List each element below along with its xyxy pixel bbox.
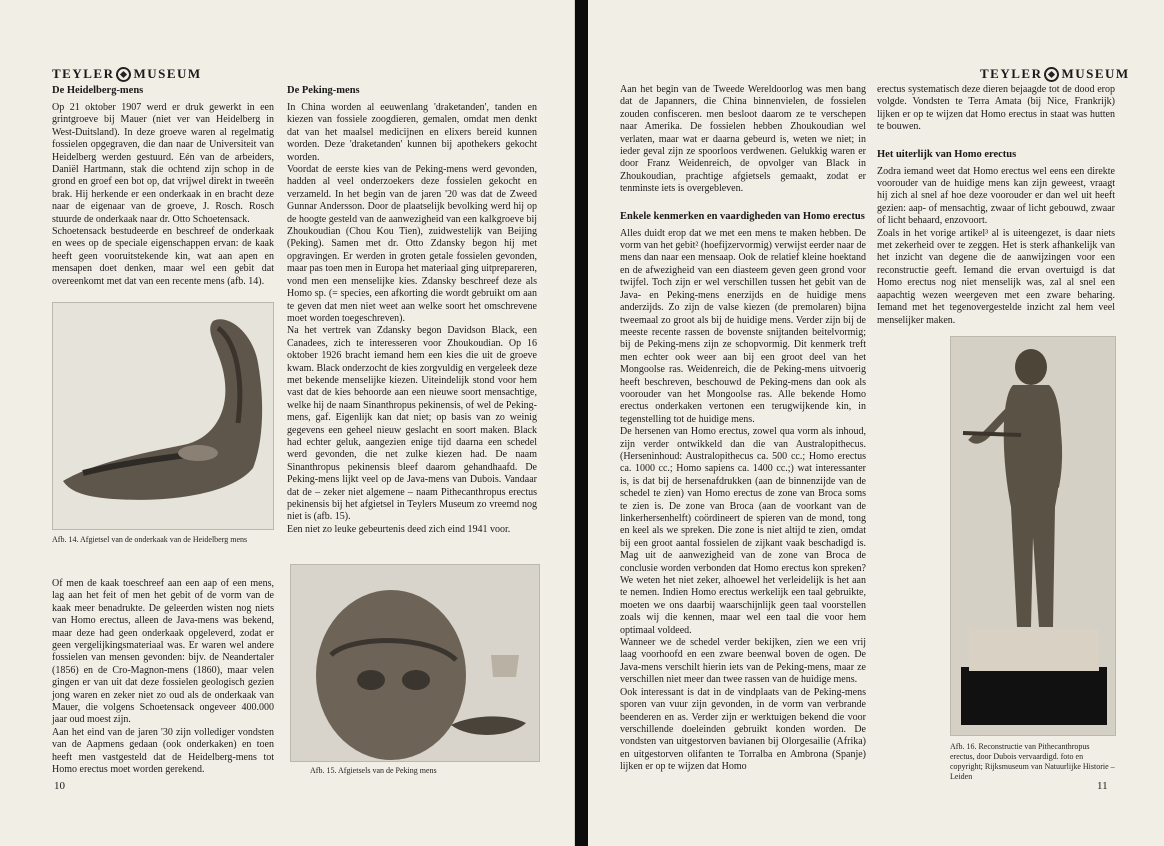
skull-photo [290,564,540,762]
jaw-photo [52,302,274,530]
paragraph: Aan het begin van de Tweede Wereldoorlog was men bang dat de Japanners, die China binnenvielen, de fossielen zouden confisceren. men besloot daarom ze te verschepen naar Amerika. De fossielen hebben Zhoukoudian wel verlaten, maar wat er daarna gebeurd is, weten we niet; in ieder geval zijn ze spoorloos verdwenen. Gelukkig waren er door Franz Weidenreich, de opvolger van Black in Zhoukoudian, prachtige afgietsels gemaakt, zodat er tenminste iets is overgebleven. [620,84,866,195]
figure-caption: Afb. 16. Reconstructie van Pithecanthropus erectus, door Dubois vervaardigd. foto en copyright; Rijksmuseum van Natuurlijke Historie – Leiden [950,742,1115,781]
museum-seal-icon [116,67,131,82]
column-characteristics [620,84,866,774]
statue-photo [950,336,1116,736]
teylers-museum-logo: TEYLER MUSEUM [980,66,1130,81]
page-number: 11 [1097,780,1108,792]
paragraph: Aan het eind van de jaren '30 zijn vollediger vondsten van de Aapmens gedaan (ook onderkaken) en toen heeft men vastgesteld dat de Heidelberg-mens tot Homo erectus moet worden gerekend. [52,726,274,776]
figure-caption: Afb. 14. Afgietsel van de onderkaak van de Heidelberg mens [52,535,248,544]
paragraph: erectus systematisch deze dieren bejaagde tot de dood erop volgde. Vondsten te Terra Amata (bij Nice, Frankrijk) lijken er op te wijzen dat Homo erectus in staat was hutten te bouwen. [877,84,1115,133]
paragraph: Alles duidt erop dat we met een mens te maken hebben. De vorm van het gebit² (hoefijzervormig) verwijst eerder naar de mens dan naar een mensaap. Ook de relatief kleine hoektand en de afwezigheid van een diasteem geven geen grond voor twijfel. Toch zijn er wel verschillen tussen het gebit van de Java- en Peking-mens enerzijds en de huidige mens anderzijds. Zo zijn de valse kiezen (de premolaren) bijna tweemaal zo groot als bij de huidige mens. Verder zijn bij de meeste recente rassen de bovenste snijtanden beitelvormig; bij de Peking-mens zijn ze schopvormig. Dit kenmerk treft men echter ook weer aan bij een groot deel van het Mongoolse ras. Weidenreich, die de Peking-mens uitvoerig heeft beschreven, beschouwd de Peking-mens dan ook als voorouder van het Mongoolse ras. Alle bekende Homo erectus onderkaken vertonen een terugwijkende kin, in tegenstelling tot de huidige mens. [620,227,866,425]
figure-15 [290,564,540,780]
paragraph: In China worden al eeuwenlang 'draketanden', tanden en kiezen van fossiele zoogdieren, gemalen, omdat men denkt dat van het maalsel medicijnen en elixers bereid kunnen worden. Deze 'draketanden' kunnen bij apothekers gekocht worden. [287,102,537,163]
figure-caption: Afb. 15. Afgietsels van de Peking mens [310,766,437,775]
page-number: 10 [54,780,65,792]
right-page [588,0,1164,846]
paragraph: De hersenen van Homo erectus, zowel qua vorm als inhoud, zijn verder ontwikkeld dan die van Australopithecus. (Herseninhoud: Australopithecus ca. 500 cc.; Homo erectus ca. 1000 cc.; Homo sapiens ca. 1400 cc.;) wat interessanter is, is dat bij de hersenafdrukken (aan de binnenzijde van de schedel te zien) van Homo erectus de zone van Broca soms te zien is. De zone van Broca (aan de voorkant van de linkerhersenhelft) coördineert de spieren van de mond, tong en keel als we spreken. Die zone is niet altijd te zien, omdat bij een groot aantal fossielen de zijkant vaak beschadigd is. Mag uit de aanwezigheid van de zone van Broca de conclusie worden verbonden dat Homo erectus kon spreken? We weten het niet zeker, alhoewel het verleidelijk is het aan te nemen. Indien Homo erectus werkelijk een taal gebruikte, moeten we ons daarbij waarschijnlijk geen taal voorstellen zoals wij die kennen, maar wel een taal die voor hem optimaal voldeed. [620,426,866,636]
section-heading: De Heidelberg-mens [52,85,144,96]
paragraph: Op 21 oktober 1907 werd er druk gewerkt in een grintgroeve bij Mauer (niet ver van Heidelberg in West-Duitsland). In deze groeve waren al regelmatig fossielen opgegraven, die dan naar de Universiteit van Heidelberg werden gestuurd. Eén van de arbeiders, Daniël Hartmann, stak die ochtend zijn schop in de grond en groef een bot op, dat vrijwel direkt in tweeën brak. Hij herkende er een onderkaak in en bracht deze naar de eigenaar van de groeve, J. Rosch. Rosch stuurde de onderkaak naar dr. Otto Schoetensack. [52,102,274,225]
teylers-museum-logo: TEYLER MUSEUM [52,66,202,81]
left-page [0,0,575,846]
paragraph: Voordat de eerste kies van de Peking-mens werd gevonden, hadden al veel onderzoekers deze fossielen gekocht en verzameld. In het begin van de jaren '20 was dat de Zweed Gunnar Andersson. Door de plaatselijk bevolking werd hij op de hoogte gesteld van de aanwezigheid van een kalkgroeve bij Zhoukoudian (Chou Kou Tien), zuidwestelijk van Beijing (Peking). Samen met dr. Otto Zdansky begon hij met opgravingen. Er werden in groten getale fossielen gevonden, maar pas toen men in Europa het materiaal ging uitprepareren, vond men een menselijke kies. Zdansky beschreef deze als Homo sp. (= species, een afkorting die wordt gebruikt om aan te geven dat men niet weet aan welke soort het omschrevene moet worden toegeschreven). [287,164,537,324]
column-peking [287,84,537,536]
paragraph: Na het vertrek van Zdansky begon Davidson Black, een Canadees, zich te interesseren voor Zhoukoudian. Op 16 oktober 1926 bracht iemand hem een kies die uit de groeve kwam. Black onderzocht de kies zorgvuldig en vergeleek deze met bekende menselijke kiezen. Uiteindelijk stond voor hem vast dat de kies behoorde aan een nieuwe soort mensachtige, welke hij de naam Sinanthropus pekinensis, of wel de Peking-mens, gaf. Eigenlijk kan dat niet; op basis van zo weinig gegevens een geheel nieuw geslacht en soort maken. Black had echter geluk, aangezien enige tijd daarna een schedel werd gevonden, die net zulke kiezen had. De naam Sinanthropus pekinensis bleef daarom gehandhaafd. De Peking-mens lijkt veel op de Java-mens van Dubois. Vandaar dat de – zeker niet algemene – naam Pithecanthropus erectus pekinensis bij het afgietsel in Teylers Museum zo vreemd nog niet is (afb. 15). [287,325,537,523]
column-heidelberg [52,84,274,288]
jaw-image [53,303,273,529]
museum-seal-icon [1044,67,1059,82]
column-appearance [877,84,1115,327]
paragraph: Zoals in het vorige artikel³ al is uiteengezet, is daar niets met zekerheid over te zeggen. Het is sterk afhankelijk van het inzicht van degene die de aanwijzingen voor een reconstructie geeft. Iemand die ervan overtuigd is dat Homo erectus nog niet menselijk was, zal al snel een aapachtig wezen weergeven met een zware beharing. Iemand met het tegenovergestelde inzicht zal hem veel menselijker maken. [877,227,1115,326]
figure-14 [52,302,274,542]
paragraph: Ook interessant is dat in de vindplaats van de Peking-mens sporen van vuur zijn gevonden, in de vorm van verbrande beenderen en as. Verder zijn er werktuigen bekend die voor verschillende doeleinden gebruikt konden worden. De vondsten van uitgestorven bavianen bij Olorgesailie (Afrika) en uitgestorven olifanten te Torralba en Ambrona (Spanje) lijken er op te wijzen dat Homo [620,686,866,773]
paragraph: Zodra iemand weet dat Homo erectus wel eens een direkte voorouder van de huidige mens kan zijn geweest, vraagt hij zich al snel af hoe deze voorouder er dan wel uit heeft gezien: aap- of mensachtig, zwaar of licht gebouwd, zwaar of licht behaard, enzovoort. [877,165,1115,227]
book-spine [575,0,588,846]
section-heading: Het uiterlijk van Homo erectus [877,148,1017,160]
paragraph: Schoetensack bestudeerde en beschreef de onderkaak en wees op de speciale eigenschappen ervan: de kaak heeft geen vooruitstekende kin, wat aan apen en mensapen doet denken, maar wel een gebit dat overeenkomt met dat van een recente mens (afb. 14). [52,226,274,287]
paragraph: Of men de kaak toeschreef aan een aap of een mens, lag aan het feit of men het gebit of de vorm van de kaak meer benadrukte. De geleerden wisten nog niets van Homo erectus, alleen de Java-mens was bekend, maar deze had geen onderkaak opgeleverd, zodat er geen vergelijkingsmateriaal was. Er waren wel andere fossielen van mensen gevonden: bijv. de Neandertaler (1856) en de Cro-Magnon-mens (1860), maar velen gingen er van uit dat deze fossielen geologisch gezien jong waren en zeker niet zo oud als de onderkaak van Mauer, die volgens Schoetensack ongeveer 400.000 jaar oud moest zijn. [52,578,274,726]
statue-image [951,337,1115,735]
paragraph: Een niet zo leuke gebeurtenis deed zich eind 1941 voor. [287,523,511,535]
section-heading: Enkele kenmerken en vaardigheden van Homo erectus [620,210,865,222]
section-heading: De Peking-mens [287,85,360,96]
column-heidelberg-continued [52,578,274,777]
paragraph: Wanneer we de schedel verder bekijken, zien we een vrij laag voorhoofd en een zware beenwal boven de ogen. De Java-mens verschilt hierin iets van de Peking-mens, maar ze verschillen niet meer dan twee rassen van de huidige mens. [620,637,866,686]
figure-16 [950,336,1116,780]
skull-image [291,565,539,761]
